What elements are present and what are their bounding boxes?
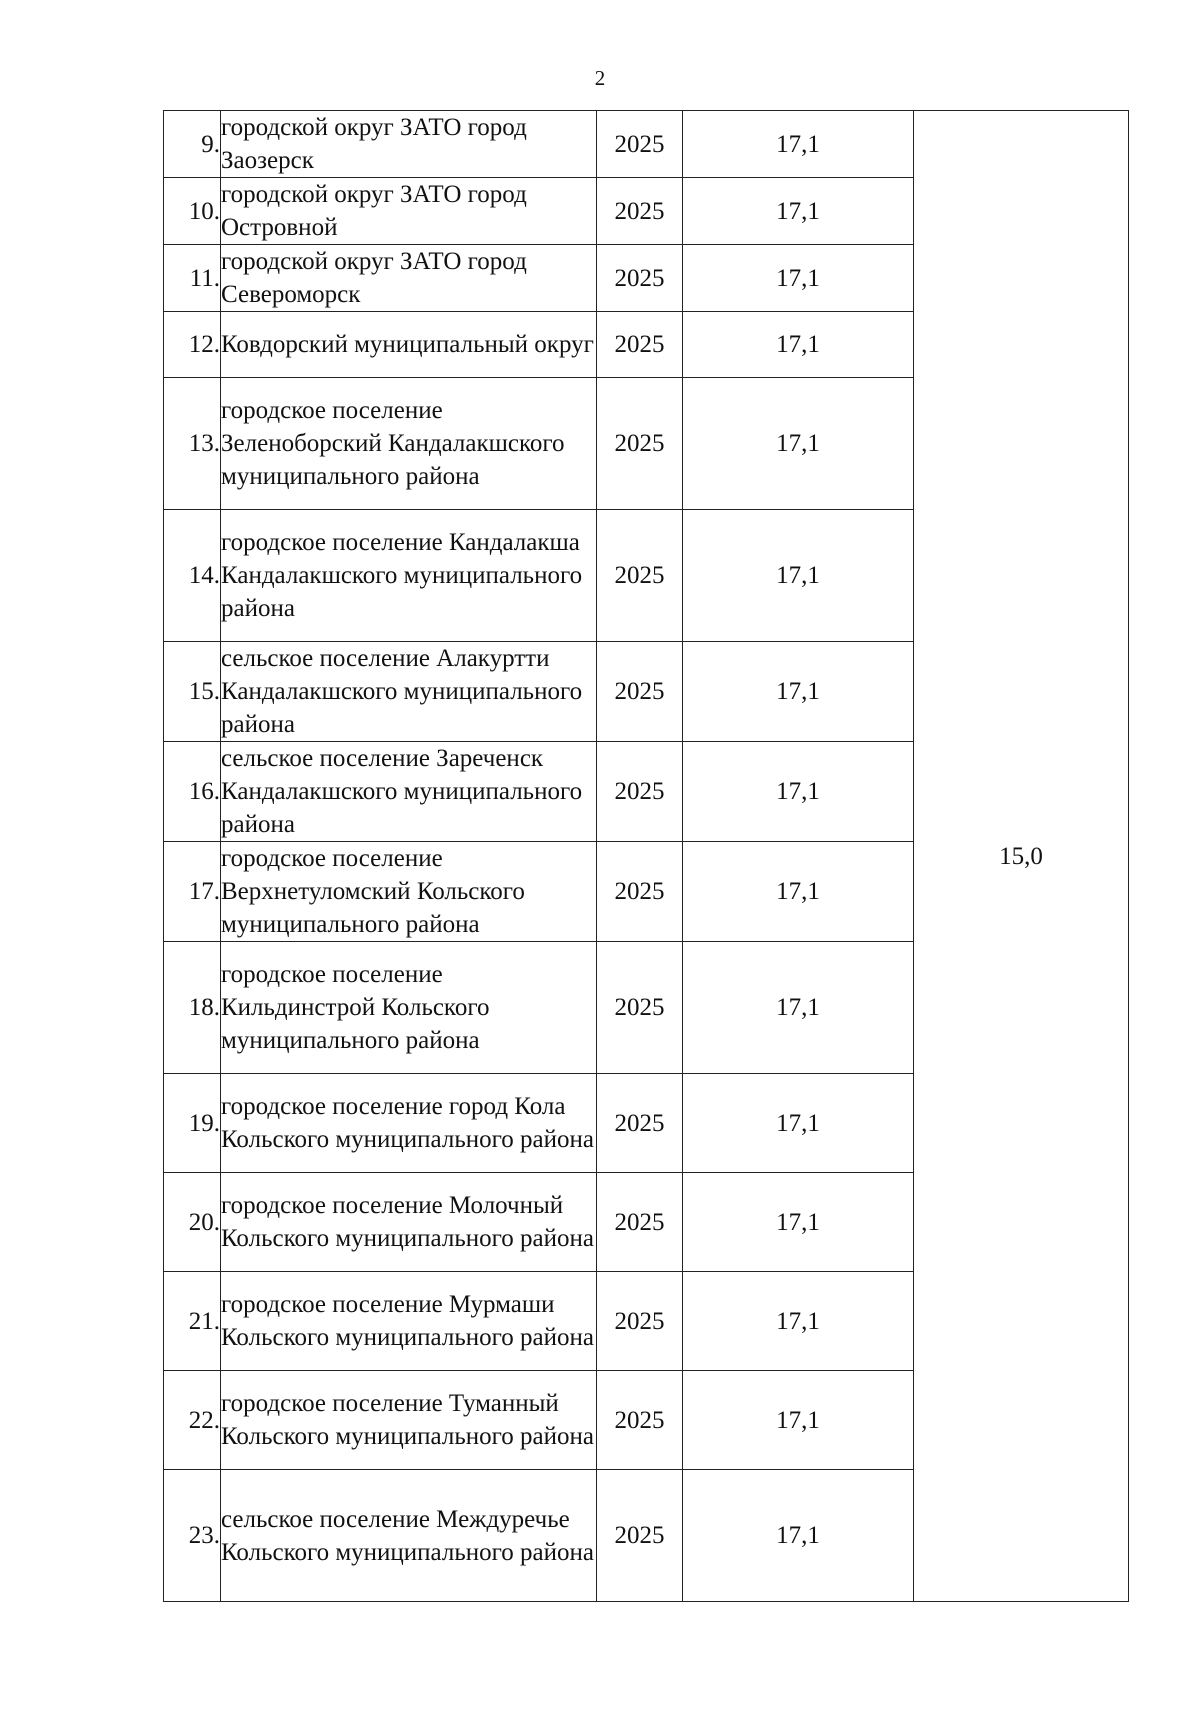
municipality-name: сельское поселение Зареченск Кандалакшского муниципального района xyxy=(221,742,597,842)
row-number: 21. xyxy=(164,1272,221,1371)
value-cell: 17,1 xyxy=(683,1272,914,1371)
value-cell: 17,1 xyxy=(683,178,914,245)
value-cell: 17,1 xyxy=(683,842,914,942)
row-number: 14. xyxy=(164,510,221,642)
value-cell: 17,1 xyxy=(683,510,914,642)
year-cell: 2025 xyxy=(597,378,683,510)
municipality-name: городское поселение город Кола Кольского муниципального района xyxy=(221,1074,597,1173)
year-cell: 2025 xyxy=(597,510,683,642)
row-number: 23. xyxy=(164,1470,221,1602)
value-cell: 17,1 xyxy=(683,312,914,378)
page-number: 2 xyxy=(594,66,606,90)
municipality-name: Ковдорский муниципальный округ xyxy=(221,312,597,378)
row-number: 20. xyxy=(164,1173,221,1272)
year-cell: 2025 xyxy=(597,1470,683,1602)
value-cell: 17,1 xyxy=(683,111,914,178)
value-cell: 17,1 xyxy=(683,1173,914,1272)
year-cell: 2025 xyxy=(597,842,683,942)
municipality-name: городской округ ЗАТО город Островной xyxy=(221,178,597,245)
year-cell: 2025 xyxy=(597,942,683,1074)
value-cell: 17,1 xyxy=(683,1074,914,1173)
year-cell: 2025 xyxy=(597,1074,683,1173)
municipality-name: городское поселение Туманный Кольского муниципального района xyxy=(221,1371,597,1470)
row-number: 16. xyxy=(164,742,221,842)
row-number: 13. xyxy=(164,378,221,510)
year-cell: 2025 xyxy=(597,742,683,842)
row-number: 17. xyxy=(164,842,221,942)
value-cell: 17,1 xyxy=(683,1470,914,1602)
row-number: 18. xyxy=(164,942,221,1074)
row-number: 11. xyxy=(164,245,221,312)
municipality-name: городское поселение Кандалакша Кандалакшского муниципального района xyxy=(221,510,597,642)
municipality-name: городской округ ЗАТО город Заозерск xyxy=(221,111,597,178)
municipalities-table xyxy=(163,110,1129,1602)
year-cell: 2025 xyxy=(597,1272,683,1371)
year-cell: 2025 xyxy=(597,178,683,245)
value-cell: 17,1 xyxy=(683,942,914,1074)
table-row xyxy=(164,111,1129,178)
row-number: 15. xyxy=(164,642,221,742)
value-cell: 17,1 xyxy=(683,642,914,742)
municipality-name: городское поселение Мурмаши Кольского муниципального района xyxy=(221,1272,597,1371)
value-cell: 17,1 xyxy=(683,1371,914,1470)
year-cell: 2025 xyxy=(597,312,683,378)
row-number: 22. xyxy=(164,1371,221,1470)
year-cell: 2025 xyxy=(597,1371,683,1470)
row-number: 12. xyxy=(164,312,221,378)
year-cell: 2025 xyxy=(597,111,683,178)
year-cell: 2025 xyxy=(597,245,683,312)
value-cell: 17,1 xyxy=(683,378,914,510)
row-number: 9. xyxy=(164,111,221,178)
row-number: 19. xyxy=(164,1074,221,1173)
shared-value-cell: 15,0 xyxy=(914,111,1129,1602)
municipality-name: городской округ ЗАТО город Североморск xyxy=(221,245,597,312)
municipality-name: городское поселение Верхнетуломский Кольского муниципального района xyxy=(221,842,597,942)
year-cell: 2025 xyxy=(597,642,683,742)
municipality-name: городское поселение Молочный Кольского муниципального района xyxy=(221,1173,597,1272)
municipality-name: городское поселение Зеленоборский Кандалакшского муниципального района xyxy=(221,378,597,510)
municipality-name: сельское поселение Алакуртти Кандалакшского муниципального района xyxy=(221,642,597,742)
row-number: 10. xyxy=(164,178,221,245)
value-cell: 17,1 xyxy=(683,742,914,842)
municipality-name: городское поселение Кильдинстрой Кольского муниципального района xyxy=(221,942,597,1074)
value-cell: 17,1 xyxy=(683,245,914,312)
municipality-name: сельское поселение Междуречье Кольского муниципального района xyxy=(221,1470,597,1602)
year-cell: 2025 xyxy=(597,1173,683,1272)
